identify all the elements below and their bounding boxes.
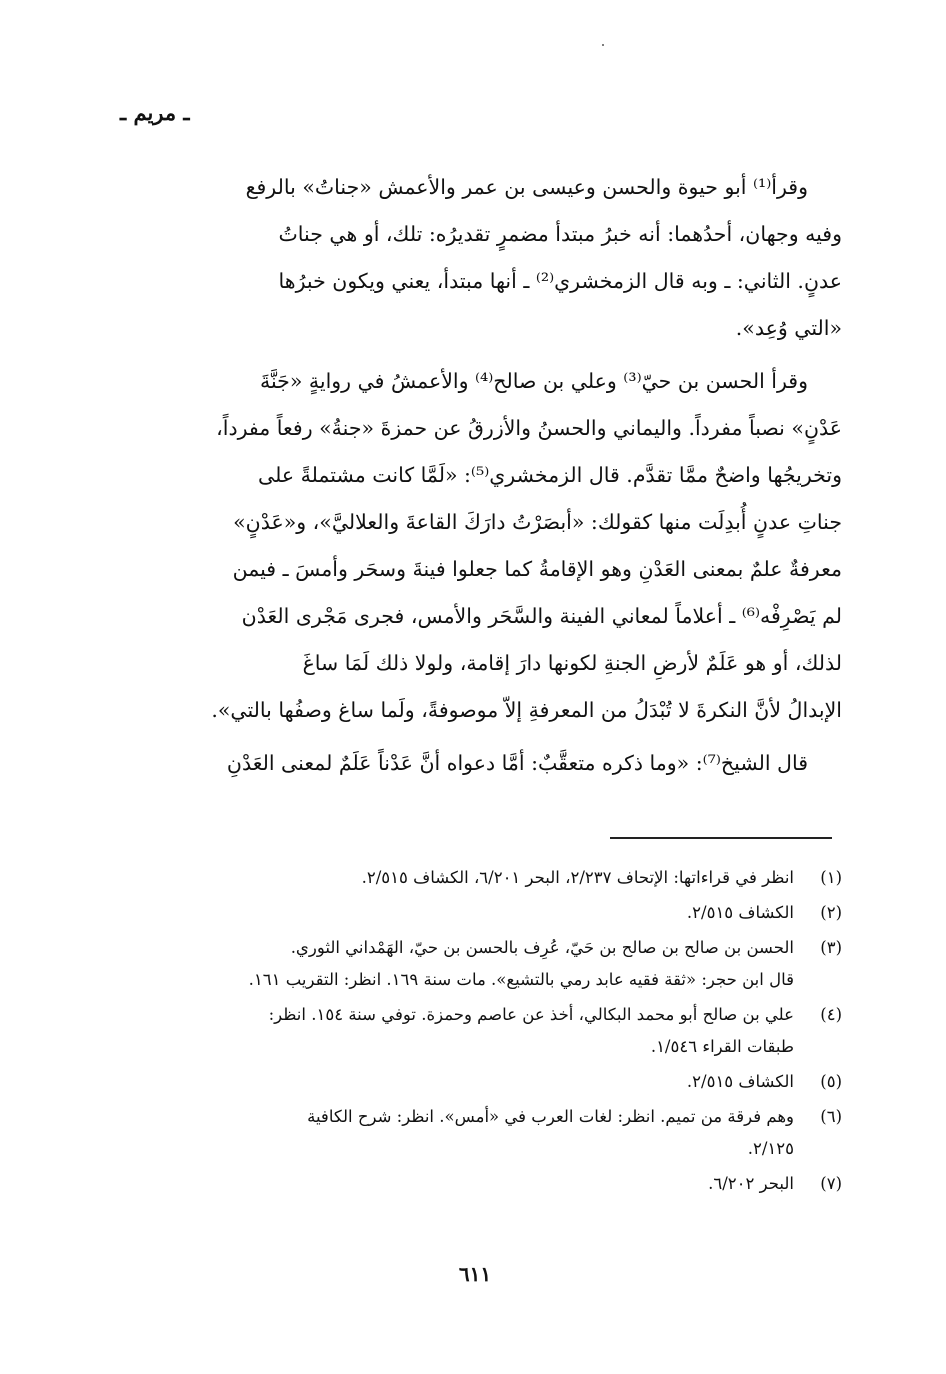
text-line: جناتِ عدنٍ أُبدِلَت منها كقولك: «أبصَرْتُ دارَكَ القاعةَ والعلاليَّ»، و«عَدْنٍ» [233,510,842,534]
footnote-text: الكشاف ٢/٥١٥. [686,1072,794,1091]
footnote [146,999,842,1063]
text-line: وتخريجُها واضحٌ ممَّا تقدَّم. قال الزمخشري⁽⁵⁾: «لَمَّا كانت مشتملةً على [258,463,842,487]
footnote [146,1168,842,1200]
footnote [146,1066,842,1098]
footnote-number: (٤) [820,1005,842,1024]
footnote-number: (٥) [820,1072,842,1091]
paragraph [146,740,842,787]
footnote-number: (٧) [820,1174,842,1193]
main-text [146,164,842,787]
footnote [146,862,842,894]
text-line: «التي وُعِد». [735,316,842,340]
text-line: لم يَصْرِفْه⁽⁶⁾ ـ أعلاماً لمعاني الفينة والسَّحَر والأمس، فجرى مَجْرى العَدْن [241,604,842,628]
footnote-text: البحر ٦/٢٠٢. [708,1174,794,1193]
footnote-text: قال ابن حجر: «ثقة فقيه عابد رمي بالتشيع». مات سنة ١٦٩. انظر: التقريب ١٦١. [248,970,794,989]
footnote [146,1101,842,1165]
footnote-text: الكشاف ٢/٥١٥. [686,903,794,922]
footnote-text: انظر في قراءاتها: الإتحاف ٢/٢٣٧، البحر ٦/٢٠١، الكشاف ٢/٥١٥. [361,868,794,887]
paragraph [146,164,842,352]
footnote-text: الحسن بن صالح بن صالح بن حَيّ، عُرِف بالحسن بن حيّ، الهَمْداني الثوري. [290,938,794,957]
footnote [146,897,842,929]
footnote-number: (٣) [820,938,842,957]
footnote-text: ٢/١٢٥. [747,1139,794,1158]
footnote-text: وهم فرقة من تميم. انظر: لغات العرب في «أمس». انظر: شرح الكافية [307,1107,794,1126]
footnote [146,932,842,996]
footnote-separator [610,837,832,839]
text-line: وفيه وجهان، أحدُهما: أنه خبرُ مبتدأ مضمرٍ تقديرُه: تلك، أو هي جناتُ [278,222,842,246]
footnote-number: (١) [820,868,842,887]
page-number: ٦١١ [458,1262,492,1286]
paragraph [146,358,842,734]
text-line: قال الشيخ⁽⁷⁾: «وما ذكره متعقَّبٌ: أمَّا دعواه أنَّ عَدْناً عَلَمٌ لمعنى العَدْنِ [226,751,808,775]
scan-speck [602,44,604,46]
text-line: وقرأ⁽¹⁾ أبو حيوة والحسن وعيسى بن عمر والأعمش «جناتُ» بالرفع [245,175,808,199]
text-line: لذلك، أو هو عَلَمٌ لأرضِ الجنةِ لكونها دارَ إقامة، ولولا ذلك لَمَا ساغَ [302,651,842,675]
text-line: معرفةٌ علمٌ بمعنى العَدْنِ وهو الإقامةُ كما جعلوا فينةَ وسحَر وأمسَ ـ فيمن [232,557,842,581]
footnotes [146,862,842,1203]
footnote-number: (٦) [820,1107,842,1126]
running-header: ـ مريم ـ [120,100,190,125]
footnote-number: (٢) [820,903,842,922]
text-line: عدنٍ. الثاني: ـ وبه قال الزمخشري⁽²⁾ ـ أنها مبتدأ، يعني ويكون خبرُها [278,269,842,293]
text-line: وقرأ الحسن بن حيّ⁽³⁾ وعلي بن صالح⁽⁴⁾ والأعمشُ في روايةٍ «جَنَّةَ [259,369,808,393]
footnote-text: علي بن صالح أبو محمد البكالي، أخذ عن عاصم وحمزة. توفي سنة ١٥٤. انظر: [268,1005,794,1024]
text-line: عَدْنٍ» نصباً مفرداً. واليماني والحسنُ والأزرقُ عن حمزةَ «جنةُ» رفعاً مفرداً، [216,416,842,440]
footnote-text: طبقات القراء ١/٥٤٦. [650,1037,794,1056]
text-line: الإبدالُ لأنَّ النكرةَ لا تُبْدَلُ من المعرفةِ إلاّ موصوفةً، ولَما ساغ وصفُها بالتي». [211,698,842,722]
